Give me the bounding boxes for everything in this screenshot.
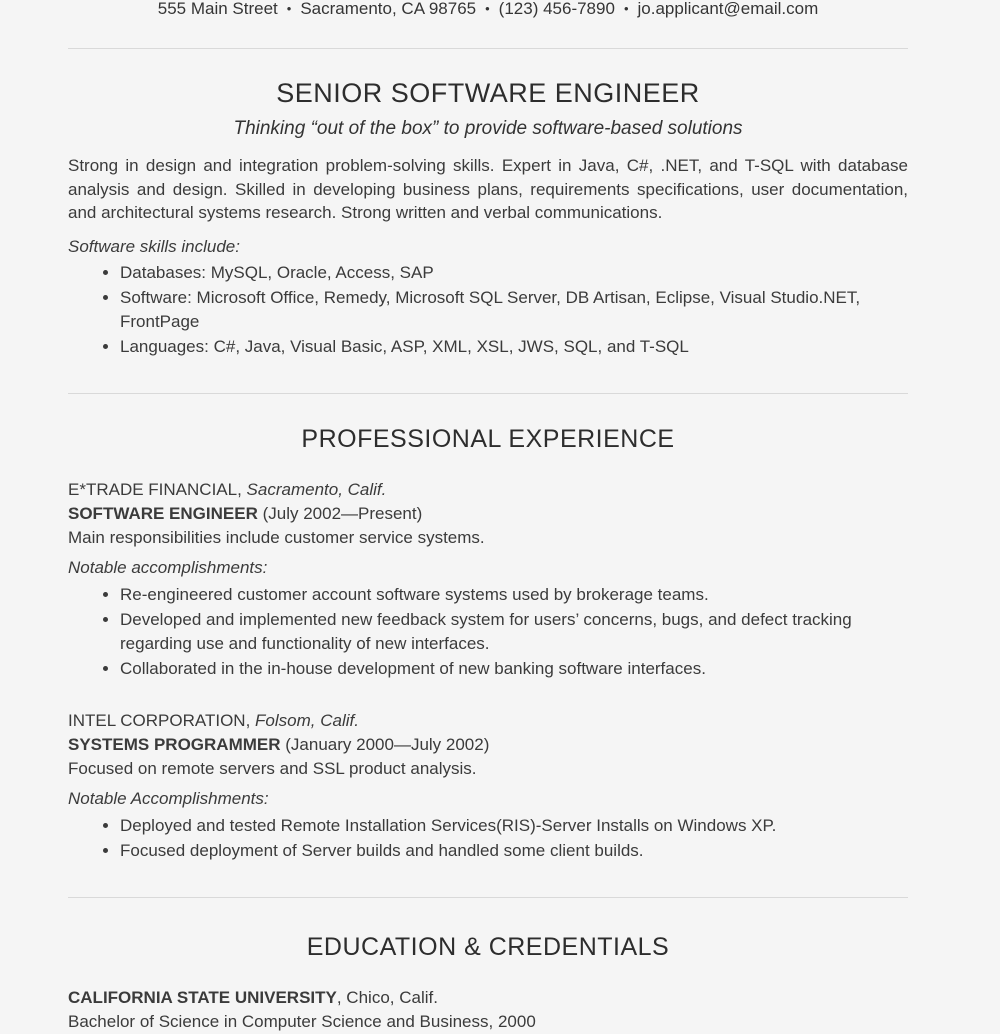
job-company: E*TRADE FINANCIAL, — [68, 480, 242, 499]
skills-intro-label: Software skills include: — [68, 236, 240, 256]
job-description: Focused on remote servers and SSL product analysis. — [68, 759, 477, 778]
education-school-location: , Chico, Calif. — [336, 988, 438, 1007]
job-title: SOFTWARE ENGINEER — [68, 504, 258, 523]
job-bullet: • Deployed and tested Remote Installation Services(RIS)-Server Installs on Windows XP. — [120, 814, 908, 839]
contact-separator: • — [623, 1, 629, 16]
job-dates: (July 2002—Present) — [262, 504, 423, 523]
job-title-line — [68, 502, 908, 526]
job-bullet: • Re-engineered customer account software systems used by brokerage teams. — [120, 583, 908, 608]
job-entry-etrade — [68, 478, 908, 681]
accomplishments-label: Notable Accomplishments: — [68, 789, 269, 808]
resume-tagline: Thinking “out of the box” to provide software-based solutions — [233, 118, 743, 139]
resume-title: SENIOR SOFTWARE ENGINEER — [276, 78, 700, 108]
job-bullet: • Focused deployment of Server builds and handled some client builds. — [120, 839, 908, 864]
job-bullet: • Collaborated in the in-house development of new banking software interfaces. — [120, 657, 908, 682]
education-heading: EDUCATION & CREDENTIALS — [306, 933, 670, 961]
experience-section — [68, 478, 908, 863]
skill-item-software: • Software: Microsoft Office, Remedy, Microsoft SQL Server, DB Artisan, Eclipse, Visual Studio.NET, FrontPage — [120, 286, 908, 335]
contact-separator: • — [485, 1, 490, 16]
job-description: Main responsibilities include customer service systems. — [68, 528, 485, 547]
summary-paragraph: Strong in design and integration problem-solving skills. Expert in Java, C#, .NET, and T-SQL with database analysis and design. Skilled in developing business plans, requirements specifications, user documentation, and architectural systems research. Strong written and verbal communications. — [68, 156, 908, 222]
job-title-line — [68, 733, 908, 757]
education-section — [68, 986, 908, 1034]
resume-document — [68, 0, 908, 1034]
job-company: INTEL CORPORATION, — [68, 711, 251, 730]
section-divider — [68, 48, 908, 49]
job-company-line — [68, 478, 908, 502]
job-bullets — [68, 583, 908, 681]
job-location: Sacramento, Calif. — [246, 480, 387, 499]
contact-phone: (123) 456-7890 — [498, 0, 615, 18]
job-bullets — [68, 814, 908, 863]
job-location: Folsom, Calif. — [255, 711, 359, 730]
section-divider — [68, 393, 908, 394]
job-title: SYSTEMS PROGRAMMER — [68, 735, 281, 754]
experience-heading: PROFESSIONAL EXPERIENCE — [301, 425, 675, 453]
education-degree: Bachelor of Science in Computer Science and Business, 2000 — [68, 1012, 536, 1031]
contact-address: 555 Main Street — [157, 0, 278, 18]
contact-city: Sacramento, CA 98765 — [300, 0, 477, 18]
job-entry-intel — [68, 709, 908, 863]
contact-line — [68, 0, 908, 19]
job-bullet: • Developed and implemented new feedback system for users’ concerns, bugs, and defect tracking regarding use and functionality of new interfaces. — [120, 608, 908, 657]
job-dates: (January 2000—July 2002) — [285, 735, 490, 754]
skill-item-databases: • Databases: MySQL, Oracle, Access, SAP — [120, 261, 908, 286]
accomplishments-label: Notable accomplishments: — [68, 558, 268, 577]
education-school: CALIFORNIA STATE UNIVERSITY — [68, 988, 337, 1007]
contact-email: jo.applicant@email.com — [637, 0, 819, 18]
skills-list — [68, 261, 908, 359]
contact-separator: • — [286, 1, 292, 16]
job-company-line — [68, 709, 908, 733]
education-school-line — [68, 986, 908, 1010]
section-divider — [68, 897, 908, 898]
skill-item-languages: • Languages: C#, Java, Visual Basic, ASP, XML, XSL, JWS, SQL, and T-SQL — [120, 335, 908, 360]
